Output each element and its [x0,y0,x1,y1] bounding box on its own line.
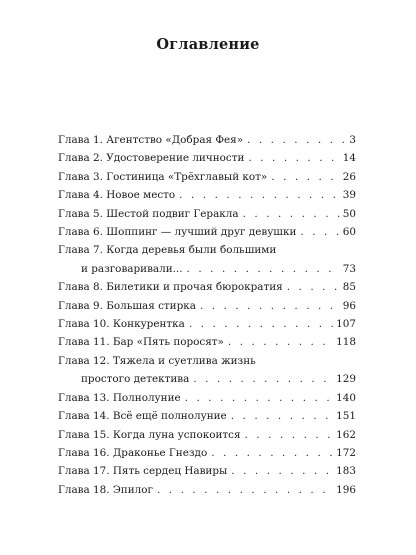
toc-entry-label: Глава 18. Эпилог [58,483,153,496]
toc-page-number: 50 [342,207,356,220]
toc-entry-row [58,260,356,278]
toc-entry-row [58,333,356,351]
toc-entry-row [58,278,356,296]
toc-entry-row [58,407,356,425]
dot-leader [231,407,334,425]
toc-entry-label: Глава 8. Билетики и прочая бюрократия [58,281,283,294]
toc-page-number: 26 [342,170,356,183]
toc-entry [58,481,356,499]
dot-leader [193,370,334,388]
toc-entry [58,278,356,296]
toc-entry-row [58,168,356,186]
toc-entry-label: Глава 1. Агентство «Добрая Фея» [58,134,244,146]
toc-entry-label: Глава 16. Драконье Гнездо [58,446,208,459]
toc-entry-row [58,389,356,407]
toc-entry [58,131,356,149]
toc-entry [58,333,356,351]
dot-leader [231,462,334,480]
dot-leader [211,444,334,462]
toc-entry-label: Глава 13. Полнолуние [58,391,181,404]
toc-entry [58,241,356,278]
toc-page-number: 162 [336,428,356,441]
toc-page-number: 96 [342,299,356,312]
toc-entry-row [58,426,356,444]
toc-entry-label: Глава 2. Удостоверение личности [58,152,245,165]
toc-entry-label: Глава 6. Шоппинг — лучший друг девушки [58,226,297,239]
toc-entry-label: Глава 14. Всё ещё полнолуние [58,410,227,423]
dot-leader [179,186,341,204]
toc-entry-row [58,315,356,333]
toc-entry-row [58,223,356,241]
dot-leader [157,481,334,499]
toc-entry [58,462,356,480]
toc-page-number: 39 [342,189,356,202]
toc-entry-label: Глава 7. Когда деревья были большими [58,244,277,257]
toc-entry-row [58,370,356,388]
toc-page-number: 172 [336,446,356,459]
toc-entry-label: Глава 9. Большая стирка [58,299,196,312]
toc-page-number: 118 [336,336,356,349]
toc-page-number: 196 [336,483,356,496]
dot-leader [187,260,341,278]
toc-entry [58,168,356,186]
toc-entry [58,149,356,167]
toc-entry-row [58,462,356,480]
toc-entry [58,352,356,389]
dot-leader [185,389,334,407]
dot-leader [300,223,340,241]
dot-leader [245,426,335,444]
toc-page-number: 107 [336,318,356,331]
dot-leader [271,168,340,186]
toc-page-number: 151 [336,410,356,423]
toc-page-number: 129 [336,373,356,386]
dot-leader [189,315,334,333]
dot-leader [200,297,341,315]
toc-entry-row [58,297,356,315]
toc-page-number: 183 [336,465,356,478]
toc-entry-row [58,186,356,204]
toc-page-number: 140 [336,391,356,404]
toc-entry-row [58,131,356,149]
page-title: Оглавление [156,36,260,53]
toc-entry [58,407,356,425]
toc-entry [58,205,356,223]
toc-entry-label: Глава 11. Бар «Пять поросят» [58,336,224,349]
toc-entry-label: Глава 12. Тяжела и суетлива жизнь [58,354,256,367]
toc-entry [58,297,356,315]
toc-entry-row [58,481,356,499]
toc-entry-row [58,444,356,462]
toc-entry-label: Глава 5. Шестой подвиг Геракла [58,207,239,220]
toc-page-number: 60 [342,226,356,239]
toc-entry-label-continuation: простого детектива [81,373,190,386]
toc-entry-label: Глава 3. Гостиница «Трёхглавый кот» [58,170,268,183]
dot-leader [248,149,340,167]
toc-entry [58,444,356,462]
toc-entry-label: Глава 17. Пять сердец Навиры [58,465,228,478]
toc-entry-label-continuation: и разговаривали... [81,262,183,275]
dot-leader [247,131,347,149]
toc-entry-label: Глава 4. Новое место [58,189,176,202]
toc-entry [58,186,356,204]
dot-leader [287,278,341,296]
toc-page-number: 73 [342,262,356,275]
toc-page-number: 85 [342,281,356,294]
toc-page-number: 14 [342,152,356,165]
toc-entry-label: Глава 15. Когда луна успокоится [58,428,241,441]
table-of-contents [58,131,356,499]
toc-entry-row [58,205,356,223]
toc-entry-label: Глава 10. Конкурентка [58,318,185,331]
toc-entry [58,315,356,333]
dot-leader [228,333,334,351]
dot-leader [243,205,341,223]
toc-page-number: 3 [349,134,356,146]
toc-entry [58,426,356,444]
toc-entry [58,389,356,407]
toc-entry [58,223,356,241]
toc-entry-row [58,149,356,167]
